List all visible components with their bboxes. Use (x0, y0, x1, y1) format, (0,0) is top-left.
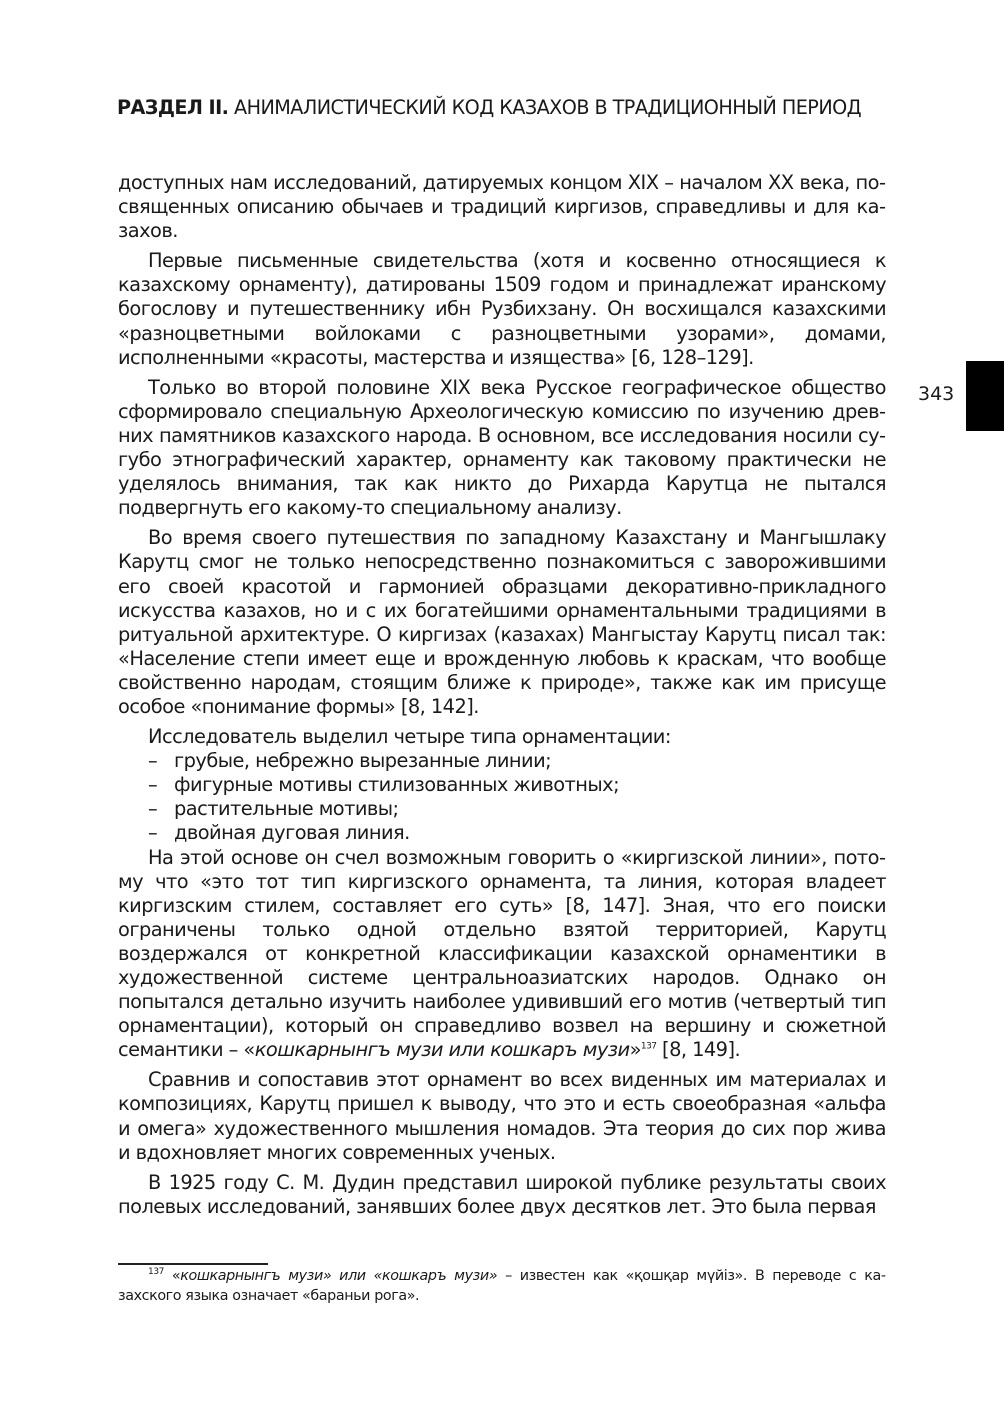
paragraph: Сравнив и сопоставив этот орнамент во всех виденных им материалах и композициях, Карутц пришел к выводу, что это и есть своеобразная «альфа и омега» художественного мышления номадов. Эта теория до сих пор жива и вдохновляет многих современных ученых. (118, 1068, 886, 1164)
paragraph (118, 846, 886, 1063)
footnote-quote: « (163, 1268, 181, 1284)
list-dash: – (148, 821, 158, 845)
running-header (117, 96, 897, 119)
section-label: РАЗДЕЛ II. (117, 96, 229, 119)
footnote-ref[interactable]: 137 (640, 1041, 657, 1052)
list-item (118, 821, 886, 845)
paragraph: Исследователь выделил четыре типа орнаментации: (148, 725, 671, 749)
footnote-text: – известен как «қошқар мүйіз». В переводе с казахского языка означает «бараньи рога». (118, 1268, 886, 1304)
ornament-types-list (118, 749, 886, 845)
list-dash: – (148, 749, 158, 773)
list-dash: – (148, 797, 158, 821)
list-dash: – (148, 773, 158, 797)
paragraph: Во время своего путешествия по западному Казахстану и Мангышлаку Карутц смог не только непосредственно познакомиться с заворожившими его своей красотой и гармонией образцами декоративно-прикладного искусства казахов, но и с их богатейшими орнаментальными традициями в ритуальной архитектуре. О киргизах (казахах) Мангыстау Карутц писал так: «Население степи имеет еще и врожденную любовь к краскам, что вообще свойственно народам, стоящим ближе к природе», также как им присуще особое «понимание формы» [8, 142]. (118, 526, 886, 718)
thumb-index-tab (966, 361, 1004, 431)
closing-quote: » (629, 1038, 641, 1062)
paragraph: Первые письменные свидетельства (хотя и косвенно относящиеся к казахскому орнаменту), датированы 1509 годом и принадлежат иранскому богослову и путешественнику ибн Рузбихзану. Он восхищался казахскими «разноцветными войлоками с разноцветными узорами», домами, исполненными «красоты, мастерства и изящества» [6, 128–129]. (118, 249, 886, 369)
footnote-rule (118, 1263, 268, 1265)
footnote-italic: кошкарнынгъ музи» или «кошкаръ музи» (180, 1268, 498, 1284)
footnote-number: 137 (148, 1267, 164, 1278)
paragraph: В 1925 году С. М. Дудин представил широкой публике результаты своих полевых исследований, занявших более двух десятков лет. Это была первая (118, 1170, 886, 1218)
main-text (118, 171, 886, 1225)
italic-term: кошкарнынгъ музи или кошкаръ музи (254, 1038, 630, 1062)
list-item (118, 749, 886, 773)
paragraph: Только во второй половине XIX века Русское географическое общество сформировало специальную Археологическую комиссию по изучению древних памятников казахского народа. В основном, все исследования носили сугубо этнографический характер, орнаменту как таковому практически не уделялось внимания, так как никто до Рихарда Карутца не пытался подвергнуть его какому-то специальному анализу. (118, 375, 886, 520)
paragraph: доступных нам исследований, датируемых концом XIX – началом XX века, посвященных описанию обычаев и традиций киргизов, справедливы и для казахов. (118, 171, 886, 243)
page-number: 343 (918, 383, 955, 405)
list-item-text: двойная дуговая линия. (174, 821, 410, 845)
list-item-text: растительные мотивы; (174, 797, 399, 821)
footnote (118, 1266, 886, 1306)
section-title: АНИМАЛИСТИЧЕСКИЙ КОД КАЗАХОВ В ТРАДИЦИОННЫЙ ПЕРИОД (228, 96, 862, 119)
list-item (118, 773, 886, 797)
citation: [8, 149]. (656, 1038, 741, 1062)
list-item-text: грубые, небрежно вырезанные линии; (174, 749, 552, 773)
list-item (118, 797, 886, 821)
paragraph-text: На этой основе он счел возможным говорить о «киргизской линии», потому что «это тот тип киргизского орнамента, та линия, которая владеет киргизским стилем, составляет его суть» [8, 147]. Зная, что его поиски ограничены только одной отдельно взятой территорией, Карутц воздержался от конкретной классификации казахской орнаментики в художественной системе центральноазиатских народов. Однако он попытался детально изучить наиболее удививший его мотив (четвертый тип орнаментации), который он справедливо возвел на вершину и сюжетной семантики – « (118, 845, 886, 1062)
list-item-text: фигурные мотивы стилизованных животных; (174, 773, 620, 797)
